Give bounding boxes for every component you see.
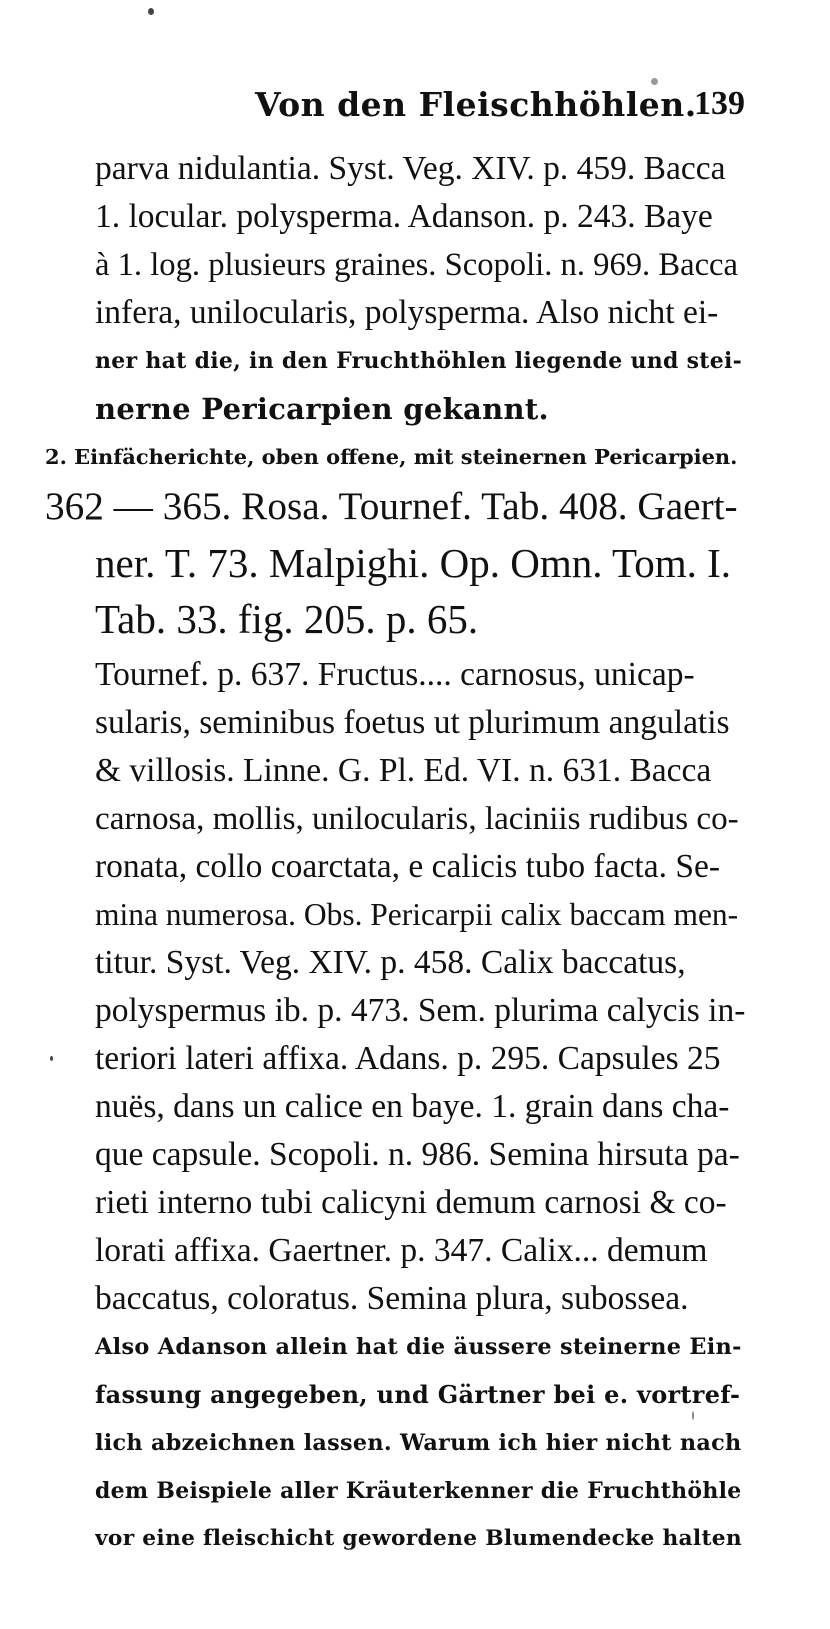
ink-speck <box>50 1056 53 1061</box>
text-line: 1. locular. polysperma. Adanson. p. 243. Baye <box>95 198 713 235</box>
text-line: teriori lateri affixa. Adans. p. 295. Capsules 25 <box>95 1040 721 1077</box>
text-line: sularis, seminibus foetus ut plurimum angulatis <box>95 704 730 741</box>
text-line: fassung angegeben, und Gärtner bei e. vortref- <box>95 1380 741 1409</box>
text-line: Tournef. p. 637. Fructus.... carnosus, unicap- <box>95 656 695 693</box>
text-line: nerne Pericarpien gekannt. <box>95 392 549 426</box>
paragraph-3 <box>95 1323 745 1563</box>
text-line: Also Adanson allein hat die äussere steinerne Ein- <box>95 1334 742 1360</box>
entry-line: 362 — 365. Rosa. Tournef. Tab. 408. Gaert- <box>45 485 738 528</box>
entry-line: ner. T. 73. Malpighi. Op. Omn. Tom. I. <box>95 540 732 586</box>
text-line: nuës, dans un calice en baye. 1. grain dans cha- <box>95 1088 730 1125</box>
text-line: carnosa, mollis, unilocularis, laciniis rudibus co- <box>95 800 739 837</box>
paragraph-2 <box>95 651 745 1323</box>
text-line: à 1. log. plusieurs graines. Scopoli. n. 969. Bacca <box>95 247 739 283</box>
text-line: parva nidulantia. Syst. Veg. XIV. p. 459. Bacca <box>95 150 726 187</box>
entry-line: Tab. 33. fig. 205. p. 65. <box>95 596 479 642</box>
text-line: lich abzeichnen lassen. Warum ich hier nicht nach <box>95 1430 742 1456</box>
paragraph-1 <box>95 145 745 433</box>
text-line: ronata, collo coarctata, e calicis tubo facta. Se- <box>95 848 721 885</box>
text-line: que capsule. Scopoli. n. 986. Semina hirsuta pa- <box>95 1136 740 1173</box>
text-line: dem Beispiele aller Kräuterkenner die Fruchthöhle <box>95 1478 742 1504</box>
text-line: mina numerosa. Obs. Pericarpii calix baccam men- <box>95 897 739 932</box>
ink-speck <box>651 78 658 85</box>
running-head: Von den Fleischhöhlen. <box>255 85 697 124</box>
text-line: polyspermus ib. p. 473. Sem. plurima calycis in- <box>95 992 745 1029</box>
page-body <box>45 145 745 1563</box>
ink-speck <box>692 1411 694 1420</box>
ink-speck <box>148 8 154 15</box>
text-line: infera, unilocularis, polysperma. Also nicht ei- <box>95 294 719 331</box>
text-line: ner hat die, in den Fruchthöhlen liegende und stei- <box>95 348 743 374</box>
text-line: vor eine fleischicht gewordene Blumendecke halten <box>95 1526 743 1551</box>
text-line: rieti interno tubi calicyni demum carnosi & co- <box>95 1184 727 1221</box>
page-number: 139 <box>694 85 745 122</box>
text-line: titur. Syst. Veg. XIV. p. 458. Calix baccatus, <box>95 944 686 981</box>
entry-heading <box>45 479 745 647</box>
text-line: & villosis. Linne. G. Pl. Ed. VI. n. 631. Bacca <box>95 752 712 789</box>
text-line: lorati affixa. Gaertner. p. 347. Calix... demum <box>95 1232 708 1269</box>
text-line: baccatus, coloratus. Semina plura, subossea. <box>95 1280 689 1317</box>
section-subheading: 2. Einfächerichte, oben offene, mit steinernen Pericarpien. <box>45 444 738 469</box>
page-header <box>95 85 745 135</box>
